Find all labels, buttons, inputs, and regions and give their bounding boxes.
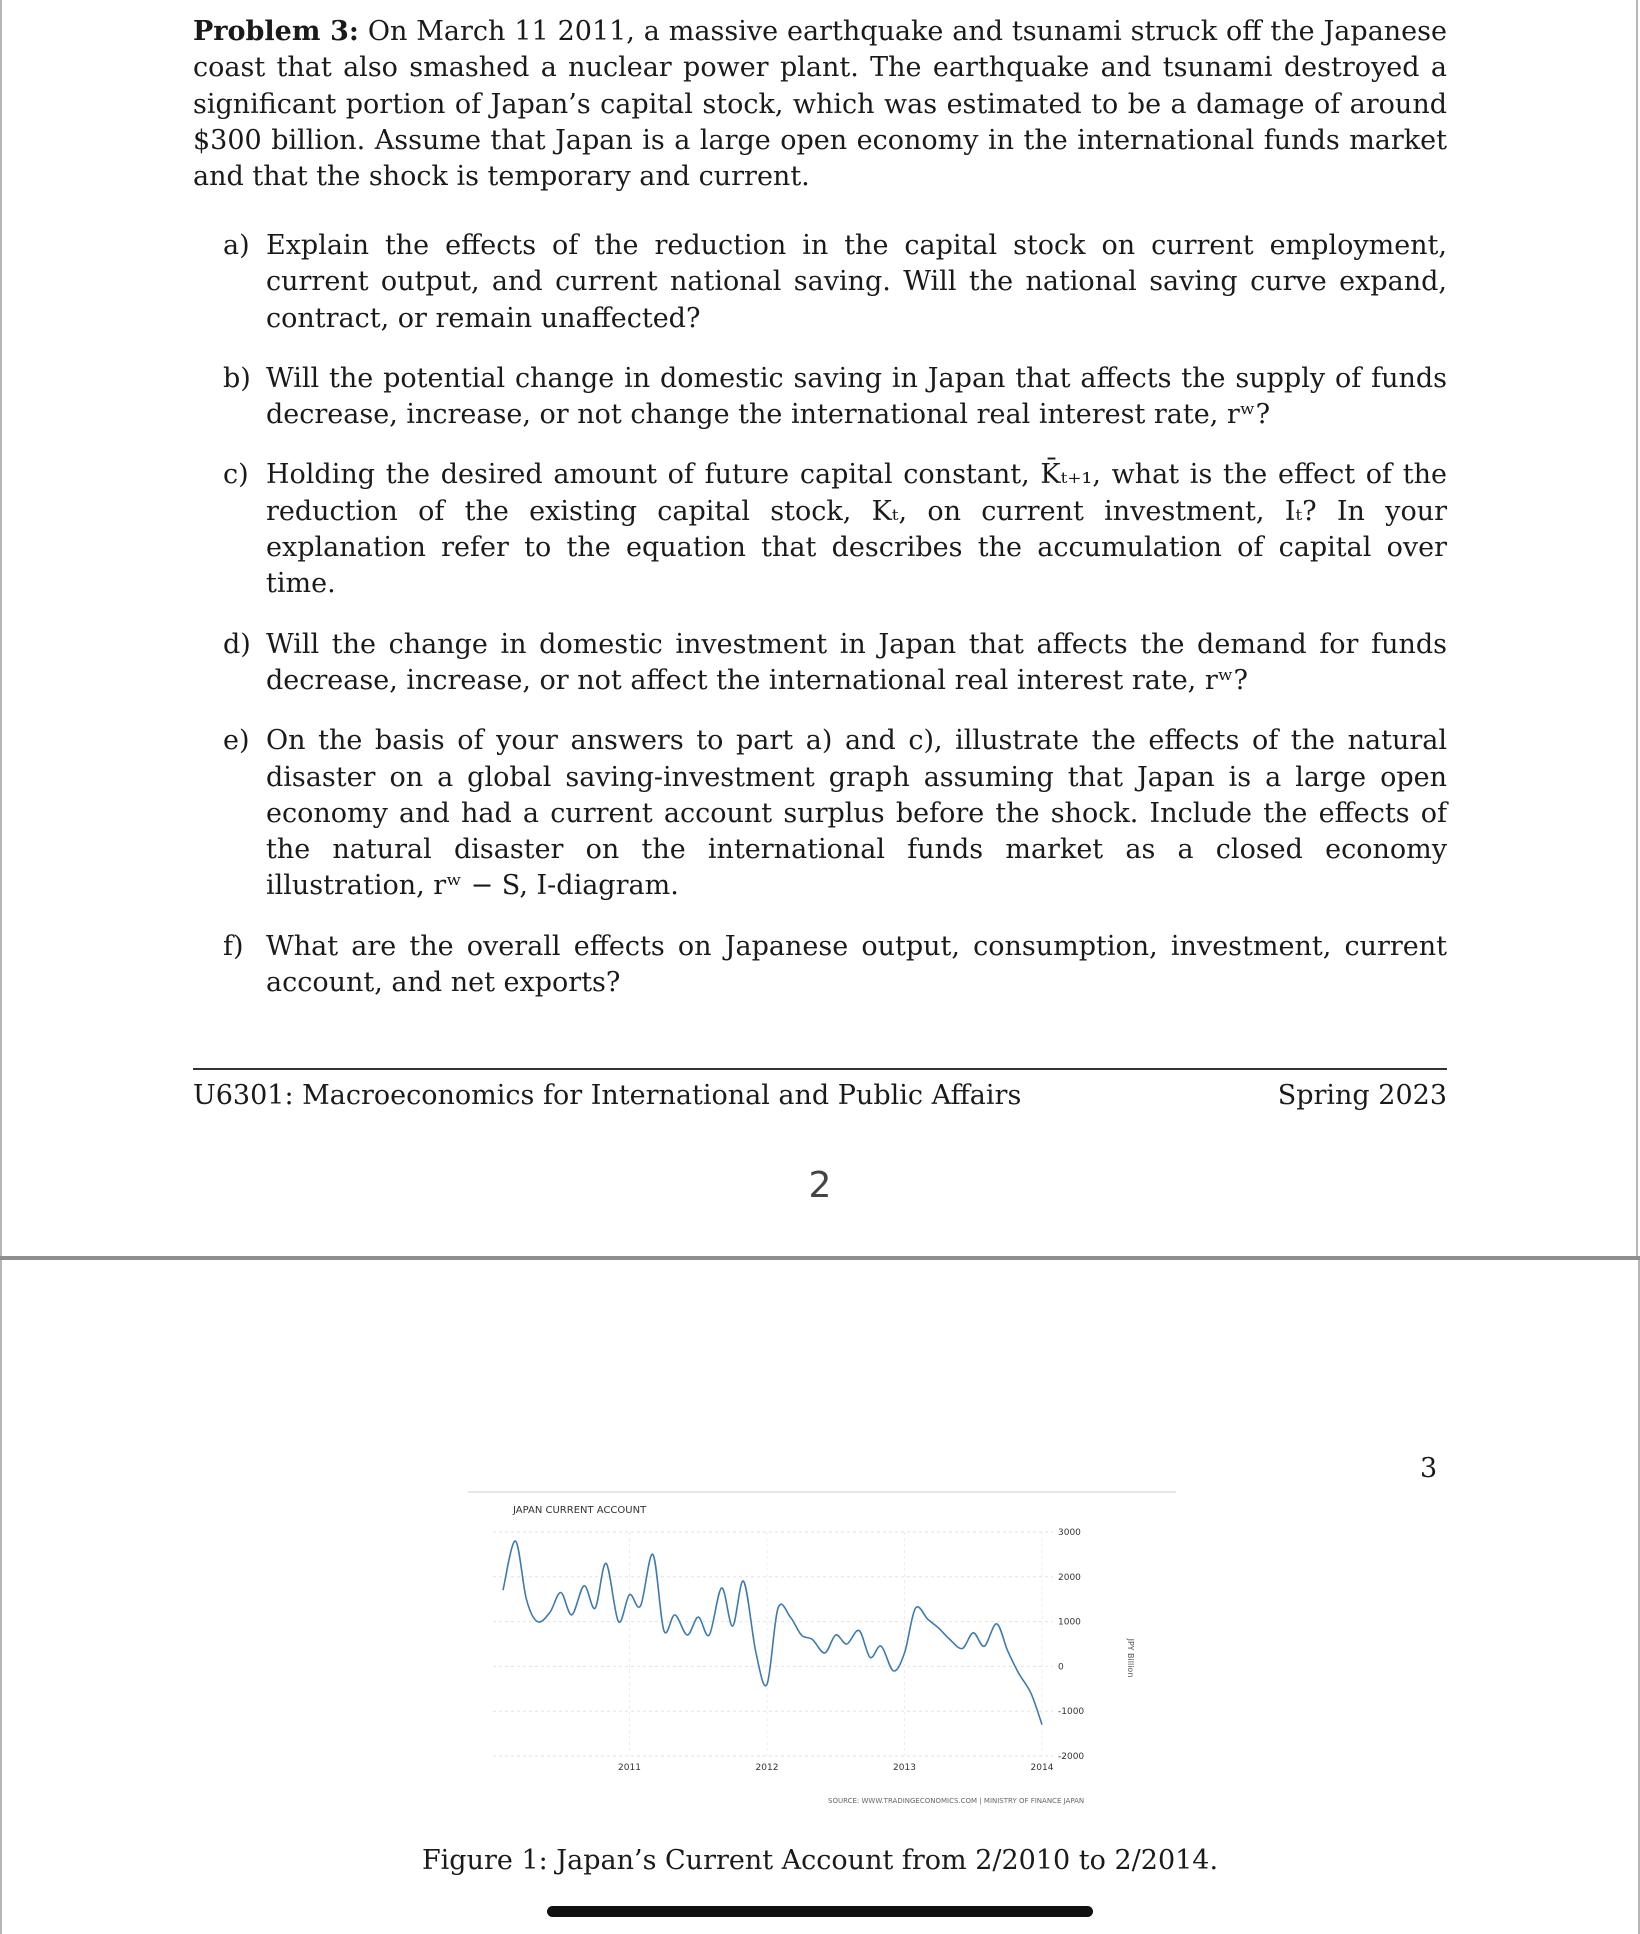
chart-series-line [503, 1541, 1042, 1725]
chart-x-tick-label: 2013 [893, 1763, 916, 1773]
question-c [193, 457, 1447, 602]
problem-label: Problem 3: [193, 16, 359, 47]
chart-y-tick-label: 1000 [1058, 1617, 1081, 1628]
question-b [193, 361, 1447, 434]
question-e [193, 723, 1447, 904]
question-label: c) [223, 459, 249, 491]
chart-y-label: JPY Billion [1126, 1638, 1135, 1678]
question-text: Holding the desired amount of future capital constant, K̄ₜ₊₁, what is the effect of the reduction of the existing capital stock, Kₜ, on current investment, Iₜ? In your explanation refer to the equation that describes the accumulation of capital over time. [266, 459, 1447, 600]
figure-caption: Figure 1: Japan’s Current Account from 2/2010 to 2/2014. [421, 1845, 1219, 1876]
chart-x-ticks [618, 1763, 1054, 1773]
footer-term: Spring 2023 [1277, 1080, 1447, 1111]
current-account-chart [468, 1490, 1178, 1810]
chart-y-ticks [1058, 1528, 1084, 1762]
question-text: On the basis of your answers to part a) and c), illustrate the effects of the natural disaster on a global saving-investment graph assuming that Japan is a large open economy and had a current account surplus before the shock. Include the effects of the natural disaster on the international funds market as a closed economy illustration, rʷ − S, I-diagram. [266, 725, 1447, 902]
chart-x-tick-label: 2014 [1030, 1763, 1054, 1773]
chart-y-tick-label: 3000 [1058, 1528, 1081, 1538]
question-label: b) [223, 362, 251, 394]
question-text: Will the change in domestic investment in Japan that affects the demand for funds decrease, increase, or not affect the international real interest rate, rʷ? [266, 628, 1447, 696]
question-text: Will the potential change in domestic saving in Japan that affects the supply of funds decrease, increase, or not change the international real interest rate, rʷ? [266, 362, 1447, 431]
chart-y-tick-label: 2000 [1058, 1572, 1081, 1583]
chart-x-tick-label: 2011 [618, 1763, 641, 1773]
chart-title: JAPAN CURRENT ACCOUNT [513, 1505, 647, 1516]
problem-text: On March 11 2011, a massive earthquake and tsunami struck off the Japanese coast that also smashed a nuclear power plant. The earthquake and tsunami destroyed a significant portion of Japan’s capital stock, which was estimated to be a damage of around $300 billion. Assume that Japan is a large open economy in the international funds market and that the shock is temporary and current. [193, 16, 1447, 193]
question-d [193, 627, 1447, 700]
question-a [193, 228, 1447, 337]
question-text: Explain the effects of the reduction in the capital stock on current employment, current output, and current national saving. Will the national saving curve expand, contract, or remain unaffected? [266, 230, 1447, 334]
chart-x-tick-label: 2012 [755, 1763, 779, 1773]
question-label: f) [223, 930, 244, 962]
question-label: d) [223, 628, 251, 660]
question-list [193, 228, 1447, 1025]
home-indicator-bar [547, 1906, 1093, 1917]
problem-intro [193, 14, 1447, 195]
footer-rule [193, 1068, 1447, 1070]
footer-course: U6301: Macroeconomics for International and Public Affairs [193, 1080, 1022, 1111]
question-label: e) [223, 725, 250, 757]
chart-svg [468, 1490, 1178, 1810]
question-f [193, 929, 1447, 1002]
page-number: 2 [808, 1165, 832, 1206]
question-text: What are the overall effects on Japanese output, consumption, investment, current account, and net exports? [266, 930, 1447, 999]
question-label: a) [223, 230, 250, 261]
chart-y-tick-label: -1000 [1058, 1707, 1085, 1718]
chart-source: SOURCE: WWW.TRADINGECONOMICS.COM | MINISTRY OF FINANCE JAPAN [828, 1797, 1085, 1805]
chart-y-tick-label: 0 [1058, 1662, 1064, 1673]
page-number: 3 [1420, 1453, 1438, 1484]
chart-y-tick-label: -2000 [1058, 1752, 1085, 1762]
